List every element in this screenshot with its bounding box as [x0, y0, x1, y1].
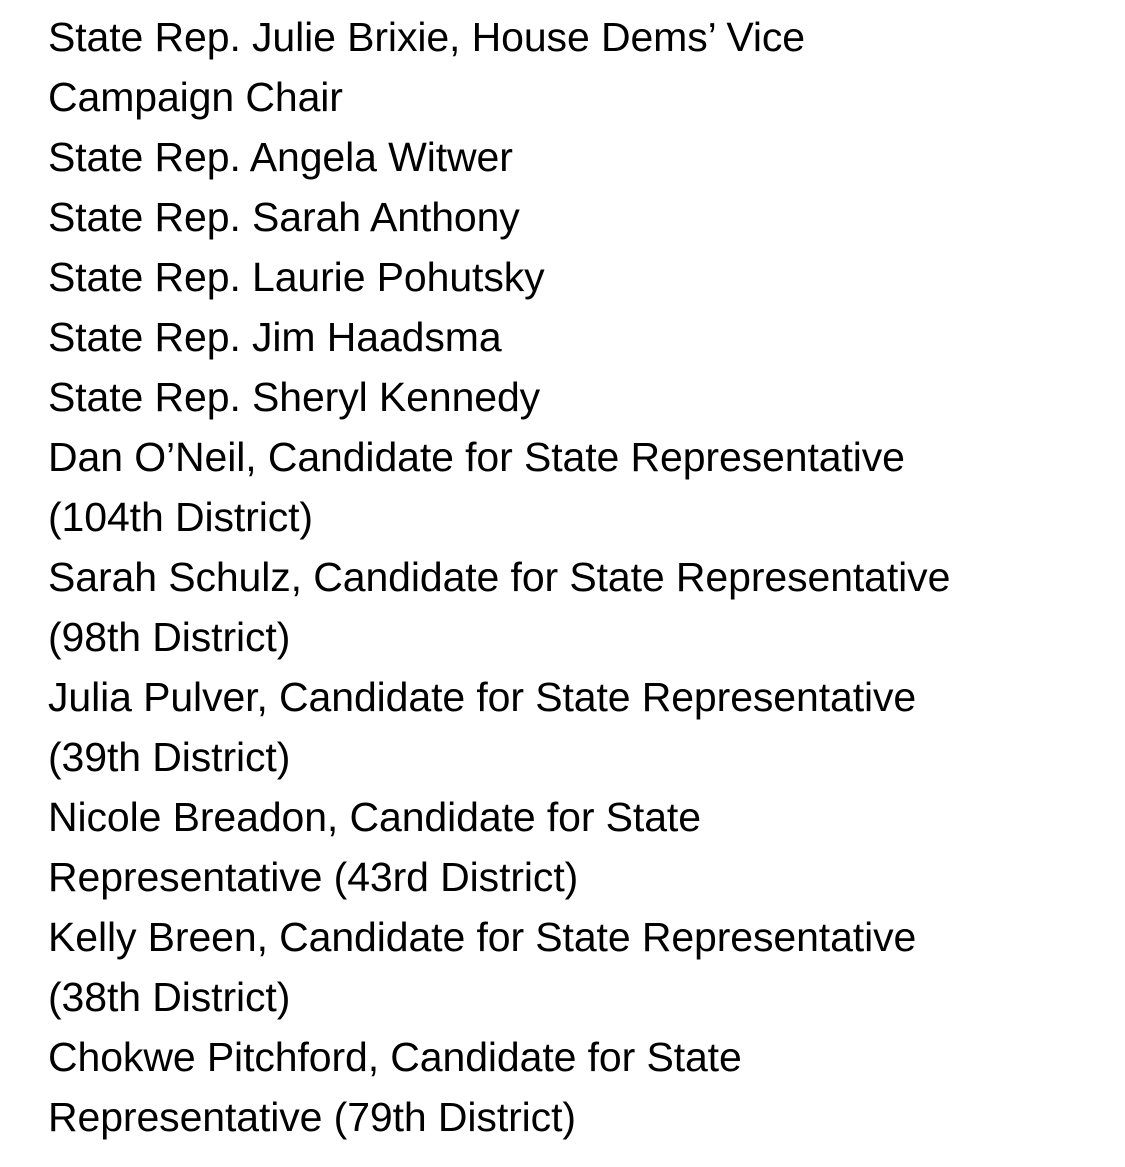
text-line: (104th District) — [48, 494, 313, 540]
text-line: State Rep. Angela Witwer — [48, 134, 513, 180]
text-line: (39th District) — [48, 734, 291, 780]
text-line: Nicole Breadon, Candidate for State — [48, 794, 701, 840]
text-line: Representative (79th District) — [48, 1094, 576, 1140]
text-line: State Rep. Laurie Pohutsky — [48, 254, 545, 300]
text-line: Sarah Schulz, Candidate for State Representative — [48, 554, 951, 600]
text-line: State Rep. Sarah Anthony — [48, 194, 520, 240]
text-line: (38th District) — [48, 974, 291, 1020]
text-line: Julia Pulver, Candidate for State Representative — [48, 674, 917, 720]
text-line: Campaign Chair — [48, 74, 343, 120]
text-line: State Rep. Jim Haadsma — [48, 314, 502, 360]
text-line: State Rep. Julie Brixie, House Dems’ Vice — [48, 14, 806, 60]
text-line: Dan O’Neil, Candidate for State Representative — [48, 434, 905, 480]
text-line: Chokwe Pitchford, Candidate for State — [48, 1034, 742, 1080]
text-line: (98th District) — [48, 614, 291, 660]
text-line: Kelly Breen, Candidate for State Representative — [48, 914, 917, 960]
endorsement-list — [48, 7, 1108, 1147]
text-line: State Rep. Sheryl Kennedy — [48, 374, 541, 420]
text-line: Representative (43rd District) — [48, 854, 579, 900]
